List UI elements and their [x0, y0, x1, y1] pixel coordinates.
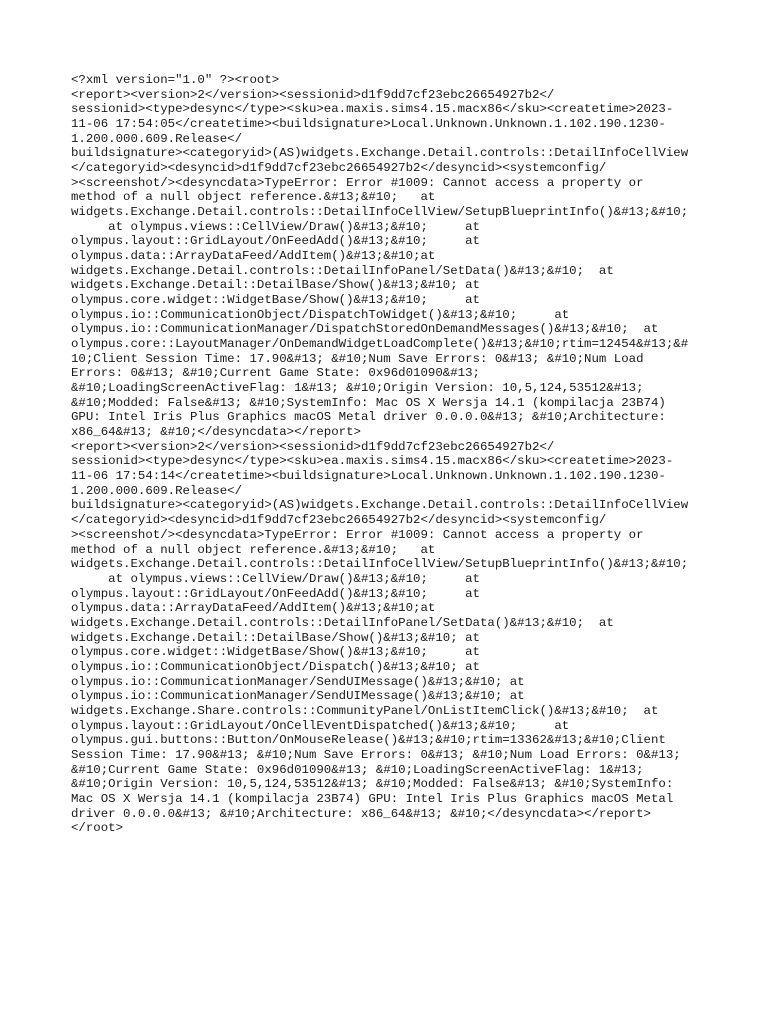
text-line: &#10;Origin Version: 10,5,124,53512&#13; &#10;Modded: False&#13; &#10;SystemInfo: — [71, 777, 674, 792]
text-line: 11-06 17:54:05</createtime><buildsignature>Local.Unknown.Unknown.1.102.190.1230- — [71, 117, 666, 132]
text-line: <report><version>2</version><sessionid>d1f9dd7cf23ebc26654927b2</ — [71, 87, 555, 102]
text-line: olympus.gui.buttons::Button/OnMouseRelease()&#13;&#10;rtim=13362&#13;&#10;Client — [71, 733, 666, 748]
text-line: ><screenshot/><desyncdata>TypeError: Error #1009: Cannot access a property or — [71, 175, 644, 190]
text-line: &#10;Modded: False&#13; &#10;SystemInfo: Mac OS X Wersja 14.1 (kompilacja 23B74) — [71, 395, 666, 410]
text-line: olympus.io::CommunicationManager/DispatchStoredOnDemandMessages()&#13;&#10; at — [71, 322, 659, 337]
text-line: sessionid><type>desync</type><sku>ea.maxis.sims4.15.macx86</sku><createtime>2023- — [71, 454, 674, 469]
text-line: olympus.layout::GridLayout/OnCellEventDispatched()&#13;&#10; at — [71, 718, 570, 733]
text-line: widgets.Exchange.Share.controls::CommunityPanel/OnListItemClick()&#13;&#10; at — [71, 703, 659, 718]
text-line: Mac OS X Wersja 14.1 (kompilacja 23B74) GPU: Intel Iris Plus Graphics macOS Metal — [71, 791, 674, 806]
text-line: at olympus.views::CellView/Draw()&#13;&#10; at — [71, 571, 480, 586]
text-line: 1.200.000.609.Release</ — [71, 483, 243, 498]
text-line: 11-06 17:54:14</createtime><buildsignature>Local.Unknown.Unknown.1.102.190.1230- — [71, 469, 666, 484]
text-line: olympus.data::ArrayDataFeed/AddItem()&#13;&#10;at — [71, 601, 436, 616]
text-line: olympus.io::CommunicationObject/Dispatch()&#13;&#10; at — [71, 659, 480, 674]
text-line: x86_64&#13; &#10;</desyncdata></report> — [71, 425, 361, 440]
text-line: </root> — [71, 821, 124, 836]
text-line: widgets.Exchange.Detail.controls::DetailInfoCellView/SetupBlueprintInfo()&#13;&#10; — [71, 205, 689, 220]
text-line: </categoryid><desyncid>d1f9dd7cf23ebc26654927b2</desyncid><systemconfig/ — [71, 161, 607, 176]
text-line: widgets.Exchange.Detail.controls::DetailInfoCellView/SetupBlueprintInfo()&#13;&#10; — [71, 557, 689, 572]
text-line: &#10;Current Game State: 0x96d01090&#13; &#10;LoadingScreenActiveFlag: 1&#13; — [71, 762, 644, 777]
text-line: driver 0.0.0.0&#13; &#10;Architecture: x86_64&#13; &#10;</desyncdata></report> — [71, 806, 651, 821]
text-line: 1.200.000.609.Release</ — [71, 131, 243, 146]
text-line: Session Time: 17.90&#13; &#10;Num Save Errors: 0&#13; &#10;Num Load Errors: 0&#13; — [71, 747, 681, 762]
text-line: widgets.Exchange.Detail::DetailBase/Show()&#13;&#10; at — [71, 278, 480, 293]
text-line: widgets.Exchange.Detail.controls::DetailInfoPanel/SetData()&#13;&#10; at — [71, 263, 614, 278]
text-line: 10;Client Session Time: 17.90&#13; &#10;Num Save Errors: 0&#13; &#10;Num Load — [71, 351, 644, 366]
text-line: olympus.data::ArrayDataFeed/AddItem()&#13;&#10;at — [71, 249, 436, 264]
text-line: Errors: 0&#13; &#10;Current Game State: 0x96d01090&#13; — [71, 366, 480, 381]
text-line: olympus.io::CommunicationManager/SendUIMessage()&#13;&#10; at — [71, 689, 525, 704]
text-line: widgets.Exchange.Detail::DetailBase/Show()&#13;&#10; at — [71, 630, 480, 645]
text-line: ><screenshot/><desyncdata>TypeError: Error #1009: Cannot access a property or — [71, 527, 644, 542]
text-line: olympus.core.widget::WidgetBase/Show()&#13;&#10; at — [71, 645, 480, 660]
text-line: widgets.Exchange.Detail.controls::DetailInfoPanel/SetData()&#13;&#10; at — [71, 615, 614, 630]
text-line: sessionid><type>desync</type><sku>ea.maxis.sims4.15.macx86</sku><createtime>2023- — [71, 102, 674, 117]
text-line: GPU: Intel Iris Plus Graphics macOS Metal driver 0.0.0.0&#13; &#10;Architecture: — [71, 410, 666, 425]
text-line: &#10;LoadingScreenActiveFlag: 1&#13; &#10;Origin Version: 10,5,124,53512&#13; — [71, 381, 644, 396]
text-line: olympus.io::CommunicationObject/DispatchToWidget()&#13;&#10; at — [71, 307, 570, 322]
text-line: olympus.core::LayoutManager/OnDemandWidgetLoadComplete()&#13;&#10;rtim=12454&#13;&# — [71, 337, 689, 352]
text-line: at olympus.views::CellView/Draw()&#13;&#10; at — [71, 219, 480, 234]
text-line: olympus.core.widget::WidgetBase/Show()&#13;&#10; at — [71, 293, 480, 308]
text-line: olympus.io::CommunicationManager/SendUIMessage()&#13;&#10; at — [71, 674, 525, 689]
text-line: olympus.layout::GridLayout/OnFeedAdd()&#13;&#10; at — [71, 586, 480, 601]
text-line: <?xml version="1.0" ?><root> — [71, 73, 280, 87]
document-body — [71, 73, 711, 836]
text-line: method of a null object reference.&#13;&#10; at — [71, 190, 436, 205]
text-line: buildsignature><categoryid>(AS)widgets.Exchange.Detail.controls::DetailInfoCellView — [71, 146, 689, 161]
text-line: method of a null object reference.&#13;&#10; at — [71, 542, 436, 557]
text-line: olympus.layout::GridLayout/OnFeedAdd()&#13;&#10; at — [71, 234, 480, 249]
text-line: </categoryid><desyncid>d1f9dd7cf23ebc26654927b2</desyncid><systemconfig/ — [71, 513, 607, 528]
text-line: buildsignature><categoryid>(AS)widgets.Exchange.Detail.controls::DetailInfoCellView — [71, 498, 689, 513]
text-line: <report><version>2</version><sessionid>d1f9dd7cf23ebc26654927b2</ — [71, 439, 555, 454]
